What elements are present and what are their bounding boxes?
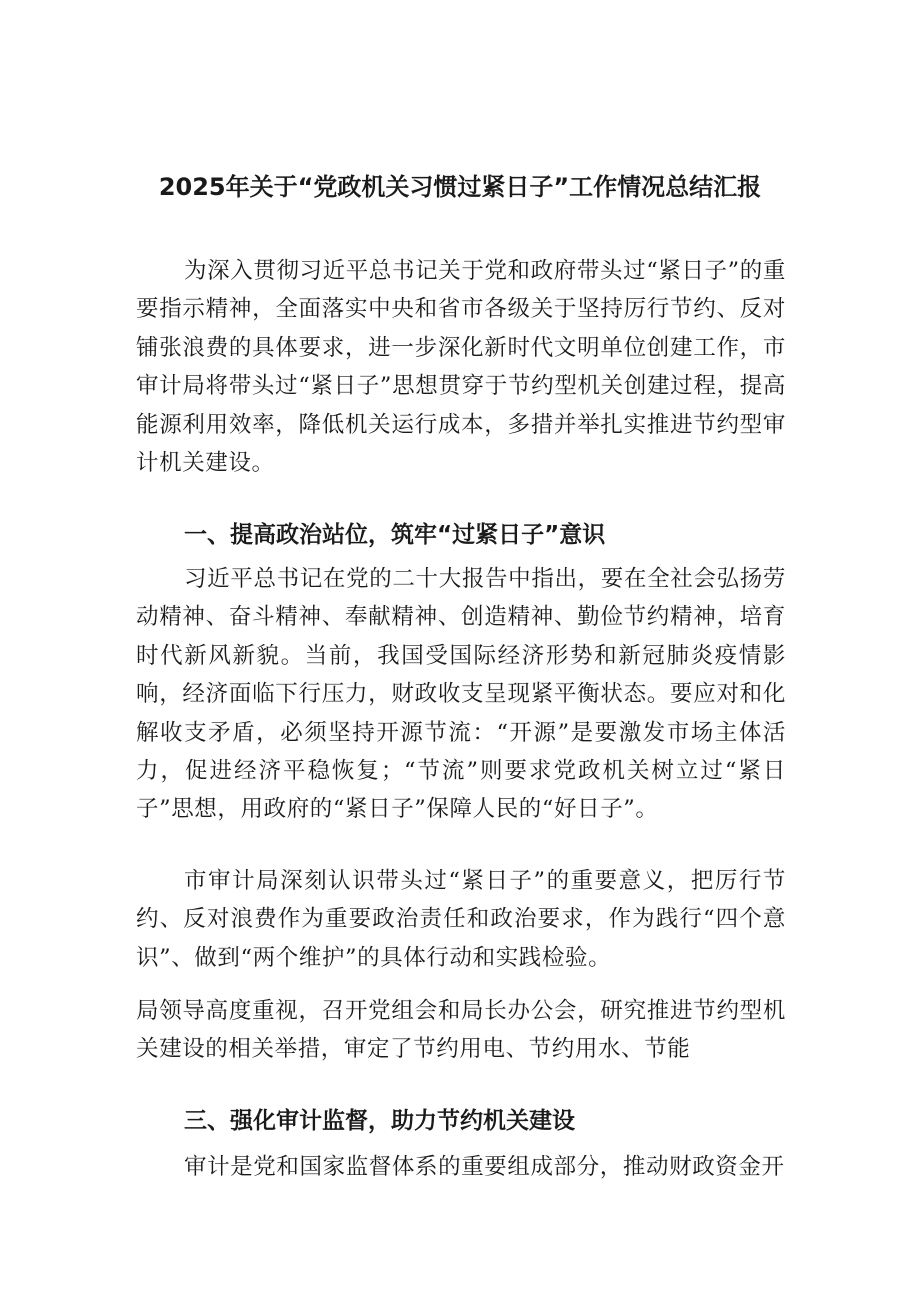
- section-1-heading: 一、提高政治站位，筑牢“过紧日子”意识: [184, 522, 606, 548]
- section-1-paragraph-2: 市审计局深刻认识带头过“紧日子”的重要意义，把厉行节约、反对浪费作为重要政治责任和政治要求，作为践行“四个意识”、做到“两个维护”的具体行动和实践检验。: [136, 868, 786, 971]
- section-1-paragraph-3: 局领导高度重视，召开党组会和局长办公会，研究推进节约型机关建设的相关举措，审定了节约用电、节约用水、节能: [136, 998, 786, 1063]
- document-title: 2025年关于“党政机关习惯过紧日子”工作情况总结汇报: [158, 173, 762, 201]
- section-3-heading: 三、强化审计监督，助力节约机关建设: [184, 1108, 575, 1134]
- section-1-paragraph-1: 习近平总书记在党的二十大报告中指出，要在全社会弘扬劳动精神、奋斗精神、奉献精神、创造精神、勤俭节约精神，培育时代新风新貌。当前，我国受国际经济形势和新冠肺炎疫情影响，经济面临下行压力，财政收支呈现紧平衡状态。要应对和化解收支矛盾，必须坚持开源节流：“开源”是要激发市场主体活力，促进经济平稳恢复；“节流”则要求党政机关树立过“紧日子”思想，用政府的“紧日子”保障人民的“好日子”。: [136, 566, 786, 823]
- intro-paragraph: 为深入贯彻习近平总书记关于党和政府带头过“紧日子”的重要指示精神，全面落实中央和省市各级关于坚持厉行节约、反对铺张浪费的具体要求，进一步深化新时代文明单位创建工作，市审计局将带头过“紧日子”思想贯穿于节约型机关创建过程，提高能源利用效率，降低机关运行成本，多措并举扎实推进节约型审计机关建设。: [136, 258, 786, 477]
- section-3-paragraph-1: 审计是党和国家监督体系的重要组成部分，推动财政资金开: [184, 1154, 785, 1180]
